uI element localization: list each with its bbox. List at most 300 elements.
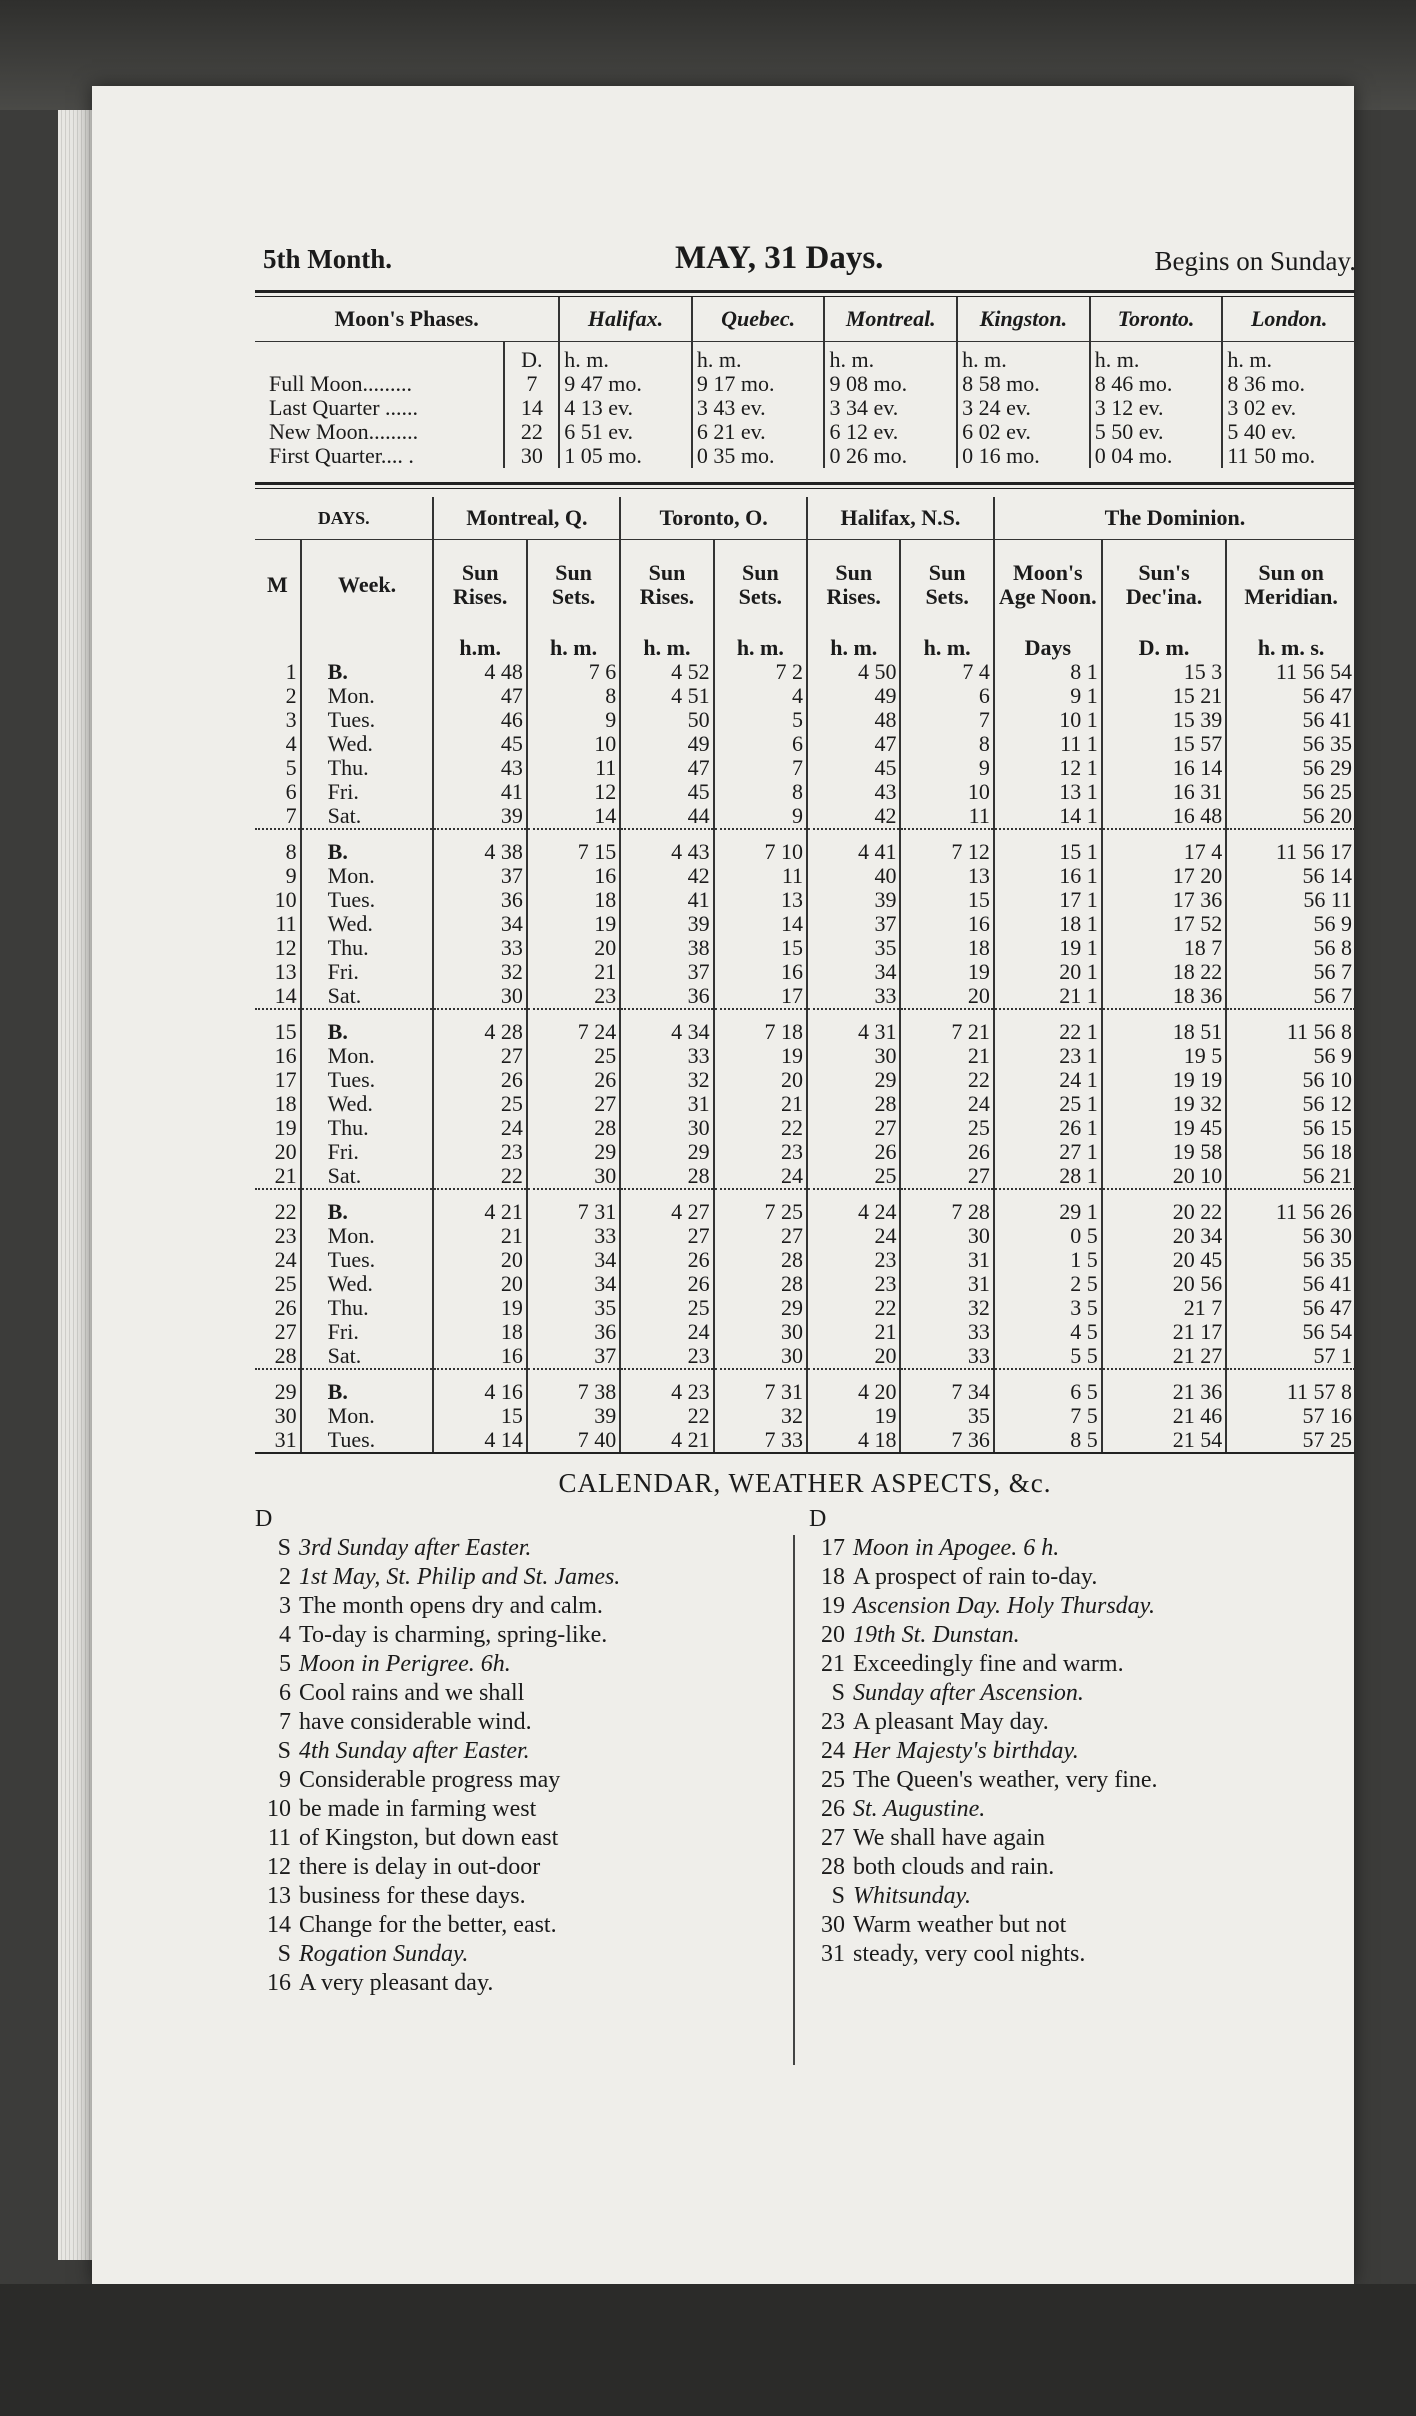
col-header: Sun Sets. bbox=[714, 540, 807, 631]
table-cell: 7 4 bbox=[900, 660, 993, 684]
weekday: Fri. bbox=[301, 1140, 434, 1164]
calendar-entry bbox=[809, 1940, 1369, 1969]
table-cell: 15 21 bbox=[1102, 684, 1227, 708]
calendar-d-header: D bbox=[255, 1506, 273, 1532]
table-cell: 23 bbox=[714, 1140, 807, 1164]
table-cell: 56 35 bbox=[1226, 1248, 1355, 1272]
weekday: Thu. bbox=[301, 936, 434, 960]
table-cell: 4 31 bbox=[807, 1020, 900, 1044]
table-cell: 1 5 bbox=[994, 1248, 1102, 1272]
phase-time: 4 13 ev. bbox=[564, 395, 634, 420]
table-cell: 21 36 bbox=[1102, 1380, 1227, 1404]
table-cell: 8 5 bbox=[994, 1428, 1102, 1452]
table-cell: 57 16 bbox=[1226, 1404, 1355, 1428]
table-cell: 13 1 bbox=[994, 780, 1102, 804]
table-cell: 21 1 bbox=[994, 984, 1102, 1009]
day-number: 8 bbox=[285, 839, 297, 864]
table-cell: 4 48 bbox=[433, 660, 526, 684]
weekday: Mon. bbox=[301, 864, 434, 888]
day-row bbox=[255, 1248, 1355, 1272]
table-cell: 56 9 bbox=[1226, 1044, 1355, 1068]
phase-times-halifax bbox=[559, 342, 692, 469]
calendar-day: 7 bbox=[279, 1709, 291, 1735]
header-rule bbox=[255, 290, 1355, 297]
weekday: Fri. bbox=[301, 960, 434, 984]
phase-time: 0 04 mo. bbox=[1094, 443, 1173, 468]
col-header: Moon's Age Noon. bbox=[994, 540, 1102, 631]
table-cell: 18 bbox=[433, 1320, 526, 1344]
weekday: Wed. bbox=[301, 1272, 434, 1296]
calendar-text: have considerable wind. bbox=[299, 1709, 532, 1735]
month-number: 5th Month. bbox=[263, 244, 393, 274]
weekday: Fri. bbox=[301, 1320, 434, 1344]
table-cell: 7 24 bbox=[527, 1020, 620, 1044]
calendar-entry bbox=[255, 1679, 775, 1708]
calendar-entry bbox=[809, 1534, 1369, 1563]
phase-time: 8 58 mo. bbox=[962, 371, 1040, 396]
table-cell: 48 bbox=[807, 708, 900, 732]
table-cell: 20 bbox=[900, 984, 993, 1009]
table-cell: 27 bbox=[620, 1224, 713, 1248]
scan-background-bottom bbox=[0, 2284, 1416, 2416]
calendar-entry bbox=[809, 1911, 1369, 1940]
table-cell: 12 1 bbox=[994, 756, 1102, 780]
table-cell: 6 5 bbox=[994, 1380, 1102, 1404]
table-cell: 24 bbox=[807, 1224, 900, 1248]
unit-label: h. m. bbox=[620, 630, 713, 660]
calendar-text: 3rd Sunday after Easter. bbox=[299, 1535, 532, 1561]
unit-label: h. m. bbox=[527, 630, 620, 660]
calendar-text: Whitsunday. bbox=[853, 1883, 971, 1909]
table-cell: 18 bbox=[900, 936, 993, 960]
city-header: London. bbox=[1222, 297, 1355, 342]
table-cell: 7 25 bbox=[714, 1200, 807, 1224]
table-cell: 18 7 bbox=[1102, 936, 1227, 960]
table-cell: 50 bbox=[620, 708, 713, 732]
table-cell: 9 1 bbox=[994, 684, 1102, 708]
phase-time: 5 40 ev. bbox=[1227, 419, 1297, 444]
table-cell: 7 34 bbox=[900, 1380, 993, 1404]
table-cell: 29 bbox=[714, 1296, 807, 1320]
day-number: 6 bbox=[285, 779, 297, 804]
sun-moon-table bbox=[255, 497, 1355, 1452]
table-cell: 7 5 bbox=[994, 1404, 1102, 1428]
table-cell: 24 bbox=[433, 1116, 526, 1140]
calendar-text: Rogation Sunday. bbox=[299, 1941, 469, 1967]
calendar-day: 20 bbox=[821, 1622, 845, 1648]
city-header: Quebec. bbox=[692, 297, 825, 342]
day-row bbox=[255, 840, 1355, 864]
table-cell: 22 bbox=[714, 1116, 807, 1140]
units-row bbox=[255, 630, 1355, 660]
table-cell: 4 14 bbox=[433, 1428, 526, 1452]
calendar-day: 27 bbox=[821, 1825, 845, 1851]
page-edge bbox=[58, 110, 94, 2260]
table-cell: 4 23 bbox=[620, 1380, 713, 1404]
table-cell: 30 bbox=[620, 1116, 713, 1140]
weekday: Wed. bbox=[301, 912, 434, 936]
calendar-entry bbox=[255, 1737, 775, 1766]
table-cell: 56 21 bbox=[1226, 1164, 1355, 1189]
table-cell: 4 41 bbox=[807, 840, 900, 864]
calendar-entry bbox=[255, 1563, 775, 1592]
table-cell: 19 32 bbox=[1102, 1092, 1227, 1116]
montreal-group-header: Montreal, Q. bbox=[433, 497, 620, 540]
table-cell: 7 12 bbox=[900, 840, 993, 864]
table-cell: 45 bbox=[433, 732, 526, 756]
table-cell: 15 39 bbox=[1102, 708, 1227, 732]
table-cell: 26 bbox=[900, 1140, 993, 1164]
calendar-entry bbox=[809, 1882, 1369, 1911]
day-number: 10 bbox=[274, 887, 297, 912]
calendar-left-column bbox=[255, 1505, 775, 1998]
table-cell: 34 bbox=[527, 1272, 620, 1296]
table-cell: 16 31 bbox=[1102, 780, 1227, 804]
table-cell: 15 bbox=[714, 936, 807, 960]
table-cell: 34 bbox=[433, 912, 526, 936]
table-cell: 22 bbox=[900, 1068, 993, 1092]
table-cell: 18 22 bbox=[1102, 960, 1227, 984]
table-cell: 30 bbox=[807, 1044, 900, 1068]
table-cell: 56 41 bbox=[1226, 1272, 1355, 1296]
calendar-text: Moon in Apogee. 6 h. bbox=[853, 1535, 1060, 1561]
phase-time: 3 43 ev. bbox=[696, 395, 766, 420]
table-cell: 19 1 bbox=[994, 936, 1102, 960]
calendar-day: 30 bbox=[821, 1912, 845, 1938]
table-cell: 25 1 bbox=[994, 1092, 1102, 1116]
calendar-day: 21 bbox=[821, 1651, 845, 1677]
table-cell: 7 31 bbox=[527, 1200, 620, 1224]
unit-label: h.m. bbox=[433, 630, 526, 660]
table-cell: 25 bbox=[900, 1116, 993, 1140]
calendar-text: St. Augustine. bbox=[853, 1796, 986, 1822]
day-row bbox=[255, 1272, 1355, 1296]
table-cell: 4 16 bbox=[433, 1380, 526, 1404]
table-cell: 20 bbox=[433, 1248, 526, 1272]
table-cell: 22 bbox=[620, 1404, 713, 1428]
table-cell: 36 bbox=[620, 984, 713, 1009]
day-number: 7 bbox=[285, 803, 297, 828]
table-cell: 26 bbox=[527, 1068, 620, 1092]
col-header: Sun Sets. bbox=[527, 540, 620, 631]
calendar-text: Change for the better, east. bbox=[299, 1912, 557, 1938]
calendar-entry bbox=[255, 1795, 775, 1824]
table-cell: 31 bbox=[900, 1272, 993, 1296]
table-cell: 19 bbox=[714, 1044, 807, 1068]
calendar-day: 12 bbox=[267, 1854, 291, 1880]
table-cell: 9 bbox=[527, 708, 620, 732]
table-cell: 30 bbox=[900, 1224, 993, 1248]
calendar-text: Considerable progress may bbox=[299, 1767, 561, 1793]
calendar-day: S bbox=[831, 1680, 845, 1706]
time-unit: h. m. bbox=[829, 347, 875, 372]
table-cell: 4 21 bbox=[433, 1200, 526, 1224]
day-row bbox=[255, 756, 1355, 780]
table-cell: 31 bbox=[620, 1092, 713, 1116]
table-cell: 20 bbox=[714, 1068, 807, 1092]
table-cell: 56 12 bbox=[1226, 1092, 1355, 1116]
day-number: 15 bbox=[274, 1019, 297, 1044]
calendar-entry bbox=[255, 1708, 775, 1737]
day-row bbox=[255, 1164, 1355, 1189]
col-header: Sun Rises. bbox=[433, 540, 526, 631]
phase-time: 0 16 mo. bbox=[962, 443, 1040, 468]
unit-label: h. m. bbox=[807, 630, 900, 660]
day-number: 5 bbox=[285, 755, 297, 780]
unit-label: h. m. bbox=[900, 630, 993, 660]
calendar-day: 9 bbox=[279, 1767, 291, 1793]
table-cell: 23 bbox=[620, 1344, 713, 1369]
calendar-text: The month opens dry and calm. bbox=[299, 1593, 603, 1619]
table-cell: 56 11 bbox=[1226, 888, 1355, 912]
calendar-day: 3 bbox=[279, 1593, 291, 1619]
table-cell: 56 10 bbox=[1226, 1068, 1355, 1092]
day-number: 28 bbox=[274, 1343, 297, 1368]
table-cell: 31 bbox=[900, 1248, 993, 1272]
table-cell: 24 1 bbox=[994, 1068, 1102, 1092]
time-unit: h. m. bbox=[1094, 347, 1140, 372]
day-row bbox=[255, 960, 1355, 984]
table-cell: 16 bbox=[900, 912, 993, 936]
table-cell: 56 35 bbox=[1226, 732, 1355, 756]
col-header: Sun on Meridian. bbox=[1226, 540, 1355, 631]
table-cell: 23 bbox=[433, 1140, 526, 1164]
table-cell: 56 29 bbox=[1226, 756, 1355, 780]
calendar-day: 5 bbox=[279, 1651, 291, 1677]
table-cell: 20 bbox=[527, 936, 620, 960]
calendar-text: The Queen's weather, very fine. bbox=[853, 1767, 1158, 1793]
table-cell: 24 bbox=[620, 1320, 713, 1344]
table-cell: 27 bbox=[527, 1092, 620, 1116]
table-cell: 13 bbox=[714, 888, 807, 912]
weekday: Wed. bbox=[301, 1092, 434, 1116]
table-cell: 33 bbox=[620, 1044, 713, 1068]
calendar-text: To-day is charming, spring-like. bbox=[299, 1622, 608, 1648]
table-cell: 57 1 bbox=[1226, 1344, 1355, 1369]
col-header: Sun Rises. bbox=[807, 540, 900, 631]
calendar-day: 28 bbox=[821, 1854, 845, 1880]
calendar-entry bbox=[809, 1737, 1369, 1766]
table-cell: 35 bbox=[900, 1404, 993, 1428]
day-number: 25 bbox=[274, 1271, 297, 1296]
table-cell: 23 bbox=[807, 1248, 900, 1272]
table-cell: 32 bbox=[900, 1296, 993, 1320]
table-cell: 25 bbox=[527, 1044, 620, 1068]
weekday: Fri. bbox=[301, 780, 434, 804]
day-number: 21 bbox=[274, 1163, 297, 1188]
table-cell: 27 bbox=[433, 1044, 526, 1068]
table-cell: 25 bbox=[807, 1164, 900, 1189]
table-cell: 34 bbox=[807, 960, 900, 984]
calendar-entry bbox=[809, 1592, 1369, 1621]
calendar-entry bbox=[255, 1824, 775, 1853]
day-row bbox=[255, 864, 1355, 888]
weekday: Thu. bbox=[301, 1116, 434, 1140]
day-row bbox=[255, 804, 1355, 829]
weekday: Thu. bbox=[301, 756, 434, 780]
table-cell: 21 bbox=[527, 960, 620, 984]
day-number: 18 bbox=[274, 1091, 297, 1116]
table-cell: 20 56 bbox=[1102, 1272, 1227, 1296]
table-cell: 56 47 bbox=[1226, 1296, 1355, 1320]
phase-time: 8 36 mo. bbox=[1227, 371, 1305, 396]
day-row bbox=[255, 1044, 1355, 1068]
table-cell: 29 bbox=[807, 1068, 900, 1092]
table-cell: 16 bbox=[433, 1344, 526, 1369]
table-cell: 6 bbox=[900, 684, 993, 708]
table-cell: 30 bbox=[527, 1164, 620, 1189]
calendar-entry bbox=[255, 1911, 775, 1940]
day-number: 12 bbox=[274, 935, 297, 960]
time-unit: h. m. bbox=[962, 347, 1007, 372]
table-cell: 24 bbox=[900, 1092, 993, 1116]
table-cell: 56 8 bbox=[1226, 936, 1355, 960]
table-cell: 35 bbox=[527, 1296, 620, 1320]
table-cell: 17 bbox=[714, 984, 807, 1009]
table-cell: 14 bbox=[714, 912, 807, 936]
page-header bbox=[255, 230, 1355, 290]
table-cell: 19 5 bbox=[1102, 1044, 1227, 1068]
table-cell: 28 bbox=[714, 1272, 807, 1296]
phase-day-header: D. bbox=[521, 347, 543, 372]
table-cell: 24 bbox=[714, 1164, 807, 1189]
day-number: 20 bbox=[274, 1139, 297, 1164]
phase-name: Last Quarter ...... bbox=[269, 395, 419, 420]
table-cell: 25 bbox=[433, 1092, 526, 1116]
table-cell: 4 18 bbox=[807, 1428, 900, 1452]
calendar-day: 25 bbox=[821, 1767, 845, 1793]
weekday: B. bbox=[301, 660, 434, 684]
weekday: Mon. bbox=[301, 1224, 434, 1248]
phase-day: 30 bbox=[520, 443, 543, 468]
calendar-day: 6 bbox=[279, 1680, 291, 1706]
unit-label: Days bbox=[994, 630, 1102, 660]
table-cell: 32 bbox=[714, 1404, 807, 1428]
weekday: Tues. bbox=[301, 1248, 434, 1272]
table-cell: 19 58 bbox=[1102, 1140, 1227, 1164]
weekday: Thu. bbox=[301, 1296, 434, 1320]
weekday: Tues. bbox=[301, 888, 434, 912]
phase-time: 9 17 mo. bbox=[696, 371, 775, 396]
table-cell: 7 bbox=[900, 708, 993, 732]
moon-phases-label: Moon's Phases. bbox=[255, 297, 559, 342]
table-cell: 56 30 bbox=[1226, 1224, 1355, 1248]
table-cell: 35 bbox=[807, 936, 900, 960]
table-cell: 32 bbox=[433, 960, 526, 984]
table-cell: 4 34 bbox=[620, 1020, 713, 1044]
table-cell: 11 bbox=[900, 804, 993, 829]
day-row bbox=[255, 1428, 1355, 1452]
day-row bbox=[255, 660, 1355, 684]
table-cell: 6 bbox=[714, 732, 807, 756]
table-cell: 21 bbox=[433, 1224, 526, 1248]
table-cell: 18 bbox=[527, 888, 620, 912]
table-cell: 47 bbox=[620, 756, 713, 780]
calendar-text: be made in farming west bbox=[299, 1796, 537, 1822]
table-cell: 19 45 bbox=[1102, 1116, 1227, 1140]
day-number: 23 bbox=[274, 1223, 297, 1248]
table-cell: 39 bbox=[620, 912, 713, 936]
phase-day: 22 bbox=[520, 419, 543, 444]
day-row bbox=[255, 1140, 1355, 1164]
table-cell: 49 bbox=[807, 684, 900, 708]
day-row bbox=[255, 1404, 1355, 1428]
table-cell: 7 36 bbox=[900, 1428, 993, 1452]
table-cell: 56 25 bbox=[1226, 780, 1355, 804]
table-cell: 17 1 bbox=[994, 888, 1102, 912]
day-number: 27 bbox=[274, 1319, 297, 1344]
table-cell: 20 10 bbox=[1102, 1164, 1227, 1189]
weekday: Tues. bbox=[301, 1428, 434, 1452]
table-cell: 4 21 bbox=[620, 1428, 713, 1452]
table-cell: 28 bbox=[620, 1164, 713, 1189]
weekday: Tues. bbox=[301, 708, 434, 732]
phase-time: 9 47 mo. bbox=[564, 371, 642, 396]
table-cell: 19 bbox=[807, 1404, 900, 1428]
table-cell: 36 bbox=[433, 888, 526, 912]
table-cell: 26 bbox=[620, 1248, 713, 1272]
calendar-text: A prospect of rain to-day. bbox=[853, 1564, 1098, 1590]
table-cell: 47 bbox=[807, 732, 900, 756]
unit-label: h. m. bbox=[714, 630, 807, 660]
table-cell: 7 28 bbox=[900, 1200, 993, 1224]
table-cell: 10 1 bbox=[994, 708, 1102, 732]
table-cell: 18 36 bbox=[1102, 984, 1227, 1009]
table-cell: 28 1 bbox=[994, 1164, 1102, 1189]
table-cell: 4 38 bbox=[433, 840, 526, 864]
day-row bbox=[255, 1296, 1355, 1320]
table-cell: 9 bbox=[714, 804, 807, 829]
weekday: Wed. bbox=[301, 732, 434, 756]
table-cell: 29 bbox=[527, 1140, 620, 1164]
table-cell: 21 bbox=[714, 1092, 807, 1116]
table-cell: 8 bbox=[714, 780, 807, 804]
table-cell: 44 bbox=[620, 804, 713, 829]
table-cell: 5 bbox=[714, 708, 807, 732]
table-cell: 4 24 bbox=[807, 1200, 900, 1224]
table-cell: 38 bbox=[620, 936, 713, 960]
table-cell: 37 bbox=[527, 1344, 620, 1369]
time-unit: h. m. bbox=[696, 347, 742, 372]
table-cell: 2 5 bbox=[994, 1272, 1102, 1296]
table-cell: 4 51 bbox=[620, 684, 713, 708]
table-cell: 39 bbox=[433, 804, 526, 829]
phase-name: First Quarter.... . bbox=[269, 443, 414, 468]
table-cell: 23 bbox=[527, 984, 620, 1009]
table-cell: 18 51 bbox=[1102, 1020, 1227, 1044]
table-cell: 7 bbox=[714, 756, 807, 780]
table-cell: 21 7 bbox=[1102, 1296, 1227, 1320]
table-cell: 7 38 bbox=[527, 1380, 620, 1404]
table-cell: 11 56 26 bbox=[1226, 1200, 1355, 1224]
calendar-text: Cool rains and we shall bbox=[299, 1680, 525, 1706]
table-cell: 20 45 bbox=[1102, 1248, 1227, 1272]
halifax-group-header: Halifax, N.S. bbox=[807, 497, 994, 540]
calendar-text: A pleasant May day. bbox=[853, 1709, 1049, 1735]
day-number: 29 bbox=[274, 1379, 297, 1404]
calendar-title: CALENDAR, WEATHER ASPECTS, &c. bbox=[558, 1468, 1052, 1498]
table-cell: 56 54 bbox=[1226, 1320, 1355, 1344]
weekday: B. bbox=[301, 1020, 434, 1044]
col-header: Sun's Dec'ina. bbox=[1102, 540, 1227, 631]
day-row bbox=[255, 732, 1355, 756]
table-cell: 11 1 bbox=[994, 732, 1102, 756]
page-title: MAY, 31 Days. bbox=[675, 240, 884, 276]
calendar-divider bbox=[793, 1535, 795, 2065]
table-cell: 33 bbox=[807, 984, 900, 1009]
weekday: Mon. bbox=[301, 684, 434, 708]
day-number: 16 bbox=[274, 1043, 297, 1068]
